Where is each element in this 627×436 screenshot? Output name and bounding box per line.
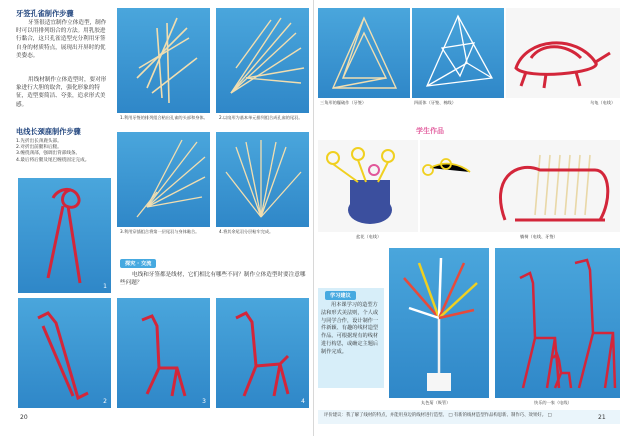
photo-number: 2 (103, 398, 107, 405)
wire-giraffe-family-icon (495, 248, 620, 398)
peacock-photo-2 (216, 8, 309, 113)
caption-chrysanthemum: 丸色菊（吸管） (421, 400, 451, 405)
page-number-left: 20 (20, 414, 28, 421)
evaluation-text: 评价建议：我了解了线材的特点，并能用身边的线材进行造型。 □ 有新的线材造型作品构思新、制作巧、效果好。 □ (324, 413, 552, 418)
giraffe-step-photo-3 (117, 298, 210, 408)
tetrahedron-photo (412, 8, 504, 98)
toothpick-fan-icon (216, 8, 309, 113)
lounge-chair-photo (420, 140, 620, 232)
turtle-photo (506, 8, 620, 98)
peacock-caption-1: 1.利用牙签的排列组合粘出孔雀的头部和身体。 (120, 115, 208, 120)
red-wire-giraffe-icon (117, 298, 210, 408)
giraffe-step: 3.缠绕颈部，强调出背部线条。 (16, 151, 81, 157)
explore-label: 探究 · 交流 (120, 259, 156, 268)
section-title-giraffe: 电线长颈鹿制作步骤 (16, 127, 81, 136)
photo-number: 1 (103, 283, 107, 290)
red-wire-head-icon (18, 178, 111, 293)
toothpick-peacock-icon (117, 132, 210, 227)
peacock-caption-3: 3.利用穿插组合将第一层尾羽与身体黏合。 (120, 229, 200, 234)
photo-number: 3 (202, 398, 206, 405)
giraffe-step: 2.对折出前腿和后腿。 (16, 145, 62, 151)
peacock-intro-text: 牙签很适宜制作立体造型，制作时可以用排列组合的方法。用乳胶进行黏合，这只孔雀造型充分利用牙签自身的材质特点，展现出开屏时的优美姿态。 (16, 20, 107, 59)
straw-chrysanthemum-photo (389, 248, 489, 398)
caption-triangle: 三角形的爆破作（牙签） (320, 100, 367, 105)
peacock-caption-2: 2.以扇形为基本单元排列组合成孔雀的尾羽。 (219, 115, 303, 120)
evaluation-bar (318, 410, 620, 424)
photo-number: 4 (301, 398, 305, 405)
caption-chair: 躺椅（电线、牙签） (520, 234, 558, 239)
straw-flower-icon (389, 248, 489, 398)
peacock-photo-4 (216, 132, 309, 227)
giraffe-step-photo-4 (216, 298, 309, 408)
peacock-photo-3 (117, 132, 210, 227)
red-wire-bend-icon (18, 298, 111, 408)
red-wire-turtle-icon (506, 8, 620, 98)
page-number-right: 21 (598, 414, 606, 421)
explore-text: 电线和牙签都是线材，它们相比有哪些不同？制作立体造型时要注意哪些问题？ (120, 272, 306, 287)
peacock-caption-4: 4.将其余尾羽分层粘牢完成。 (219, 229, 274, 234)
toothpick-body-icon (117, 8, 210, 113)
giraffe-step: 1.先折出长颈鹿头部。 (16, 139, 62, 144)
section-title-peacock: 牙签孔雀制作步骤 (16, 9, 74, 18)
peacock-photo-1 (117, 8, 210, 113)
toothpick-peacock-final-icon (216, 132, 309, 227)
wire-chair-icon (420, 140, 620, 232)
giraffe-steps (16, 139, 112, 164)
caption-happy-family: 快乐的一家（电线） (534, 400, 572, 405)
triangle-work-photo (318, 8, 410, 98)
triangle-toothpick-icon (318, 8, 410, 98)
wire-flowerpot-icon (318, 140, 418, 232)
page-divider (313, 0, 314, 436)
study-text: 用本课学习的造型方法和形式美法则，个人或与同学合作，设计制作一件新颖、有趣的线材造型作品。可根据现有的线材进行构思，或确定主题后制作完成。 (321, 302, 379, 355)
student-works-title: 学生作品 (416, 127, 444, 135)
giraffe-step-photo-1 (18, 178, 111, 293)
caption-flowerpot: 盆花（电线） (356, 234, 382, 239)
tetrahedron-icon (412, 8, 504, 98)
red-wire-giraffe-final-icon (216, 298, 309, 408)
caption-turtle: 乌龟（电线） (590, 100, 616, 105)
happy-family-photo (495, 248, 620, 398)
flowerpot-photo (318, 140, 418, 232)
giraffe-step-photo-2 (18, 298, 111, 408)
caption-tetrahedron: 四面体（牙签、棉线） (414, 100, 456, 105)
wire-tips-text: 用线材制作立体造型时，要对形象进行大胆的取舍，强化形象的特征，造型要简洁、夸张，追求形式美感。 (16, 77, 107, 108)
study-label: 学习建议 (325, 291, 356, 300)
giraffe-step: 4.最后将后腿及尾巴缠绕固定完成。 (16, 157, 90, 163)
